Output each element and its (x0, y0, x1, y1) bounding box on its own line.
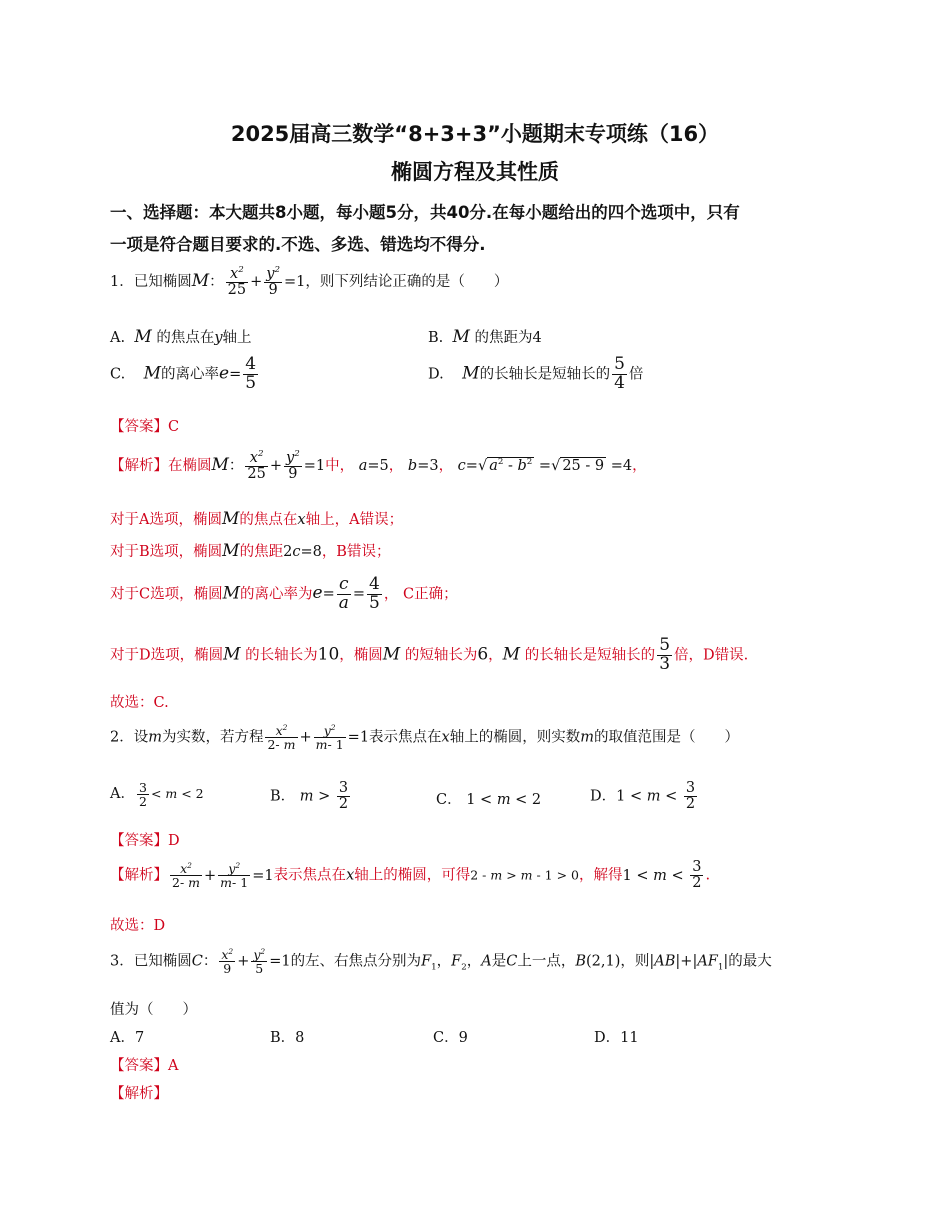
question-2-stem: 2．设m为实数，若方程 $\frac{x^2}{2- m}$ + $\frac{y^2}{m- 1}$ =1表示焦点在x轴上的椭圆，则实数m的取值范围是（ ） (110, 723, 739, 753)
q2-analysis: 【解析】 $\frac{x^2}{2- m}$ + $\frac{y^2}{m- 1}$ =1表示焦点在x轴上的椭圆，可得2 - m > m - 1 > 0，解得1 < m < $\frac{3}{2}$ . (110, 859, 711, 892)
question-3-stem: 3．已知椭圆C： $\frac{x^2}{9}$ + $\frac{y^2}{5}$ =1的左、右焦点分别为$F_1$，$F_2$，A是C上一点，B(2,1)，则$|AB|+|AF_1|$的最大 (110, 947, 772, 977)
q1-analysis-d: 对于D选项，椭圆M 的长轴长为10，椭圆M 的短轴长为6，M 的长轴长是短轴长的 $\frac{5}{3}$ 倍，D错误. (110, 635, 749, 674)
q1-analysis-intro: 【解析】在椭圆M： $\frac{x^2}{25}$ + $\frac{y^2}{9}$ =1中， a=5， b=3， c=√ $a^2 - b^2$ =√ 25 - 9 =4， (110, 449, 647, 483)
q3-option-d: D．11 (594, 1030, 639, 1046)
q2-answer: 【答案】D (110, 833, 180, 849)
q1-analysis-a: 对于A选项，椭圆M的焦点在x轴上，A错误； (110, 509, 404, 529)
page-subtitle: 椭圆方程及其性质 (391, 160, 559, 184)
q2-option-b: B． m > $\frac{3}{2}$ (270, 780, 349, 813)
question-3-stem-line2: 值为（ ） (110, 1002, 197, 1018)
q3-option-c: C．9 (433, 1030, 468, 1046)
q3-option-a: A．7 (110, 1030, 145, 1046)
question-1-stem: 1．已知椭圆M： $\frac{x^2}{25}$ + $\frac{y^2}{9}$ =1，则下列结论正确的是（ ） (110, 265, 509, 299)
q1-answer: 【答案】C (110, 419, 180, 435)
q1-option-a: A. M 的焦点在y轴上 (110, 327, 252, 347)
page-title: 2025届高三数学“8+3+3”小题期末专项练（16） (230, 122, 720, 146)
q1-option-b: B. M 的焦距为4 (428, 327, 542, 347)
q2-option-d: D．1 < m < $\frac{3}{2}$ (590, 780, 696, 813)
q3-analysis-label: 【解析】 (110, 1086, 168, 1102)
q2-option-c: C． 1 < m < 2 (436, 792, 542, 808)
q1-option-c: C. M的离心率e= $\frac{4}{5}$ (110, 354, 257, 393)
q3-answer: 【答案】A (110, 1058, 179, 1074)
q1-option-d: D. M的长轴长是短轴长的 $\frac{5}{4}$ 倍 (428, 354, 644, 393)
section-heading-line1: 一、选择题：本大题共8小题，每小题5分，共40分.在每小题给出的四个选项中，只有 (110, 203, 740, 222)
q1-analysis-c: 对于C选项，椭圆M的离心率为e= $\frac{c}{a}$ = $\frac{4}{5}$ ， C正确； (110, 574, 458, 613)
q2-conclusion: 故选：D (110, 918, 166, 934)
q3-option-b: B．8 (270, 1030, 305, 1046)
q1-analysis-b: 对于B选项，椭圆M的焦距2c=8，B错误； (110, 541, 391, 561)
q2-option-a: A． $\frac{3}{2}$ < m < 2 (110, 780, 204, 810)
q1-conclusion: 故选：C. (110, 695, 169, 711)
section-heading-line2: 一项是符合题目要求的.不选、多选、错选均不得分. (110, 235, 486, 254)
